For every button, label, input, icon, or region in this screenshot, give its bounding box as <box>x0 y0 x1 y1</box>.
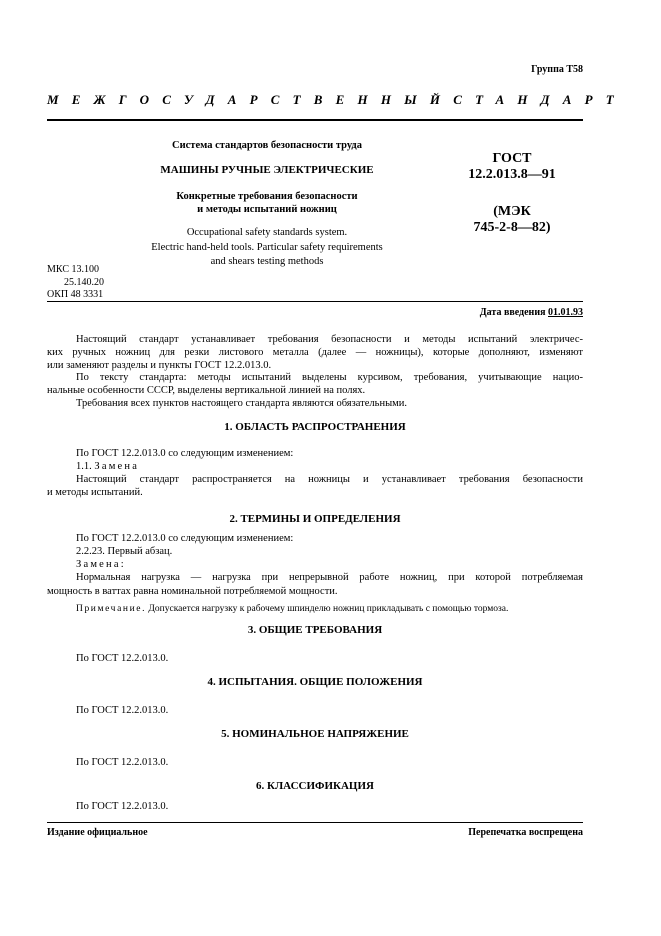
section-heading-5: 5. НОМИНАЛЬНОЕ НАПРЯЖЕНИЕ <box>221 728 409 740</box>
document-subtitle <box>112 191 422 216</box>
text-line: и методы испытаний. <box>47 487 143 499</box>
text-line: Нормальная нагрузка — нагрузка при непрерывной работе ножниц, при которой потребляемая <box>76 572 583 584</box>
footer-rule <box>47 822 583 823</box>
section-heading-3: 3. ОБЩИЕ ТРЕБОВАНИЯ <box>247 624 383 636</box>
section-heading-6: 6. КЛАССИФИКАЦИЯ <box>256 780 374 792</box>
note <box>47 604 583 616</box>
document-title: МАШИНЫ РУЧНЫЕ ЭЛЕКТРИЧЕСКИЕ <box>160 164 374 176</box>
effective-date-value: 01.01.93 <box>548 307 583 318</box>
section-heading-2: 2. ТЕРМИНЫ И ОПРЕДЕЛЕНИЯ <box>229 513 401 525</box>
section-4-text: По ГОСТ 12.2.013.0. <box>76 705 169 716</box>
intro-paragraph-2 <box>47 371 583 397</box>
section-2-body <box>47 532 583 616</box>
note-label: Примечание. <box>76 603 147 614</box>
english-title <box>100 226 434 270</box>
clause-word: Замена <box>94 461 140 473</box>
text-line: мощность в ваттах равна номинальной потребляемой мощности. <box>47 585 338 597</box>
text-line: нальные особенности СССР, выделены вертикальной линией на полях. <box>47 385 366 397</box>
text-line: ких ручных ножниц для резки листового металла (далее — ножницы), которые дополняют, изменяют <box>47 347 583 359</box>
gost-code: 12.2.013.8—91 <box>468 167 556 183</box>
banner-word-standard: СТАНДАРТ <box>453 92 627 107</box>
section-1-body <box>47 447 583 500</box>
banner-rule <box>47 119 583 121</box>
iec-code: 745-2-8—82) <box>473 220 551 236</box>
section-5-text: По ГОСТ 12.2.013.0. <box>76 757 169 768</box>
text-line: Настоящий стандарт устанавливает требования безопасности и методы испытаний электричес- <box>76 334 583 345</box>
header-rule <box>47 301 583 302</box>
effective-date <box>480 307 583 320</box>
banner-word-interstate: МЕЖГОСУДАРСТВЕННЫЙ <box>47 92 454 107</box>
subtitle-line: Конкретные требования безопасности <box>176 191 358 202</box>
intro-paragraph-1 <box>47 333 583 372</box>
group-label: Группа Т58 <box>531 64 583 75</box>
section-6-text: По ГОСТ 12.2.013.0. <box>76 801 169 812</box>
system-title: Система стандартов безопасности труда <box>172 140 362 151</box>
effective-date-label: Дата введения <box>479 307 546 318</box>
text-line: По ГОСТ 12.2.013.0 со следующим изменением: <box>76 448 294 459</box>
section-heading-1: 1. ОБЛАСТЬ РАСПРОСТРАНЕНИЯ <box>224 421 406 433</box>
iec-label: (МЭК <box>493 204 531 219</box>
okp-code: ОКП 48 3331 <box>47 289 104 300</box>
mks-code-2: 25.140.20 <box>64 276 104 288</box>
english-title-line: Occupational safety standards system. <box>186 227 348 238</box>
gost-label: ГОСТ <box>492 151 532 166</box>
intro-paragraph-3 <box>47 397 583 410</box>
text-line: По ГОСТ 12.2.013.0 со следующим изменением: <box>76 533 294 544</box>
text-line: Требования всех пунктов настоящего стандарта являются обязательными. <box>76 398 408 409</box>
text-line: По тексту стандарта: методы испытаний выделены курсивом, требования, учитывающие нацио- <box>76 372 583 383</box>
section-heading-4: 4. ИСПЫТАНИЯ. ОБЩИЕ ПОЛОЖЕНИЯ <box>207 676 423 688</box>
text-line: 2.2.23. Первый абзац. <box>76 546 173 558</box>
text-line: или заменяют разделы и пункты ГОСТ 12.2.013.0. <box>47 360 272 372</box>
english-title-line: Electric hand-held tools. Particular safety requirements <box>151 241 383 253</box>
standard-banner <box>47 92 627 108</box>
subtitle-line: и методы испытаний ножниц <box>197 203 337 215</box>
section-3-text: По ГОСТ 12.2.013.0. <box>76 653 169 664</box>
text-line: Настоящий стандарт распространяется на ножницы и устанавливает требования безопасности <box>76 474 583 486</box>
gost-number <box>452 151 572 183</box>
classification-codes <box>47 264 104 302</box>
text-line <box>47 460 583 473</box>
note-text: Допускается нагрузку к рабочему шпинделю ножниц прикладывать с помощью тормоза. <box>148 603 509 614</box>
clause-number: 1.1. <box>76 461 92 473</box>
english-title-line: and shears testing methods <box>210 256 324 268</box>
footer-official-edition: Издание официальное <box>47 827 148 838</box>
mks-code: МКС 13.100 <box>47 264 99 275</box>
iec-reference <box>452 204 572 236</box>
text-line: Замена: <box>76 559 126 571</box>
footer-reprint-notice: Перепечатка воспрещена <box>468 827 583 838</box>
